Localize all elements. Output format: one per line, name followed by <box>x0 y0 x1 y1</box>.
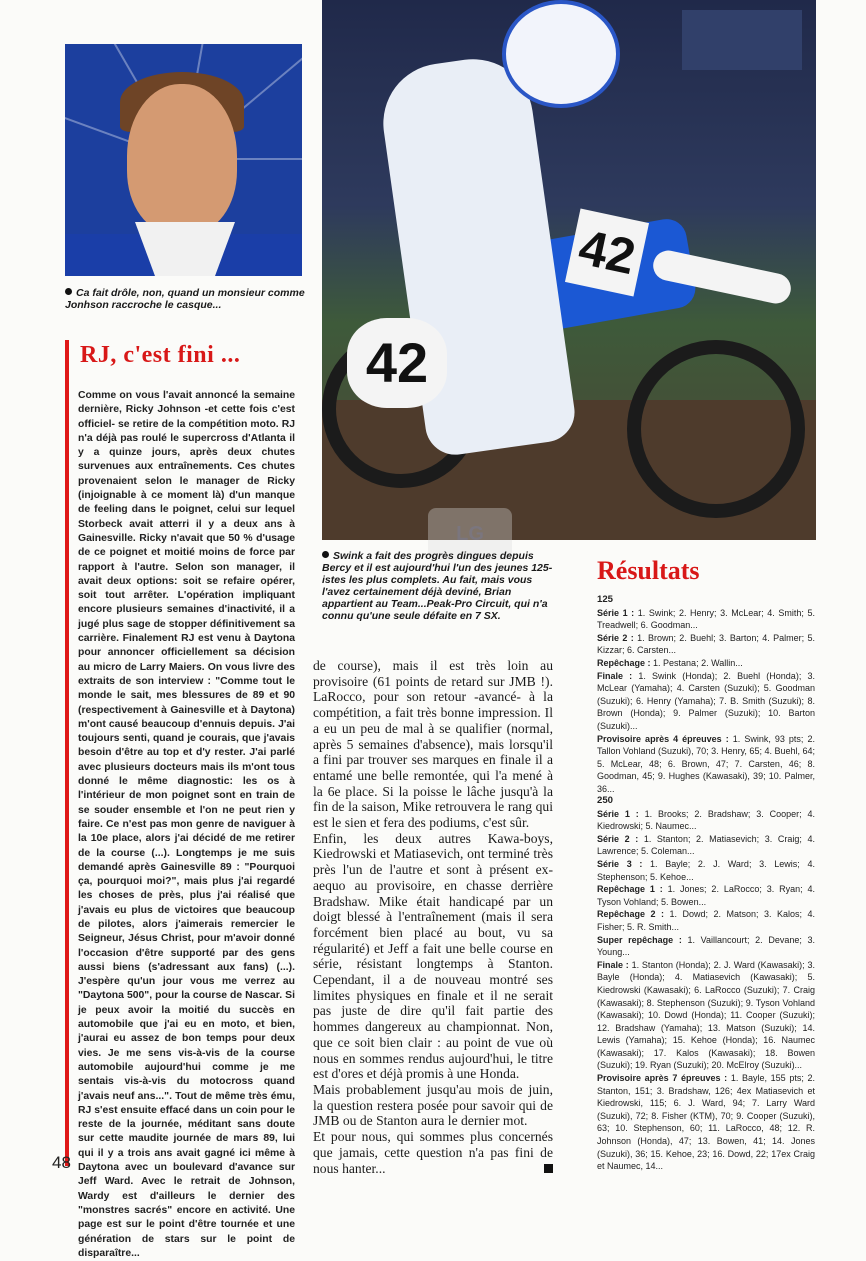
result-standings: 1. Bayle, 155 pts; 2. Stanton, 151; 3. Bradshaw, 126; 4ex Matiasevich et Kiedrowski, 115; 6. J. Ward, 94; 7. Larry Ward (Suzuki), 72; 8. Fisher (KTM), 70; 9. Cooper (Suzuki), 63; 10. Stephenson, 60; 11. LaRocco, 48; 12. R. Johnson (Honda), 47; 13. Bowen, 41; 14. Jones (Suzuki), 36; 15. Kehoe, 23; 16. Dowd, 22; 17ex Craig et Naumec, 14... <box>597 1073 815 1172</box>
result-row <box>597 607 815 632</box>
results-250 <box>597 795 815 1173</box>
result-row <box>597 1072 815 1173</box>
result-heat-label: Finale : <box>597 670 633 681</box>
article-column-2-text: de course), mais il est très loin au provisoire (61 points de retard sur JMB !). LaRocco, pour son retour -avancé- à la compétition, a fait très bonne impression. Il a eu un peu de mal à se qualifier (normal, après 5 semaines d'absence), mais lorsqu'il a fini par trouver ses marques en finale il a entamé une belle remontée, qui l'a mené à la 6e place. Si la poisse le lâche jusqu'à la fin de la saison, Mike retrouvera le rang qui est le sien et fera des podiums, c'est sûr. Enfin, les deux autres Kawa-boys, Kiedrowski et Matiasevich, ont terminé très près l'un de l'autre et sont à présent ex-aequo au provisoire, en chasse derrière Bradshaw. Mike était handicapé par un doigt blessé à l'entraînement (mais il sera forcément bien placé au bout, vu sa régularité) et Jeff a fait une belle course en série, résistant longtemps à Stanton. Cependant, il a de nouveau montré ses limites physiques en finale et il ne serait pas juste de dire qu'il fait partie des hommes dangereux au championnat. Non, que ce soit bien clair : au point de vue où nous en sommes rendus aujourd'hui, le titre est d'ores et déjà promis à une Honda. Mais probablement jusqu'au mois de juin, la question restera posée pour savoir qui de JMB ou de Stanton aura le dernier mot. Et pour nous, qui sommes plus concernés que jamais, cette question n'a pas fini de nous hanter... <box>313 658 553 1176</box>
result-heat-label: Finale : <box>597 959 629 970</box>
article-accent-bar <box>65 340 69 1166</box>
result-standings: 1. Brown; 2. Buehl; 3. Barton; 4. Palmer; 5. Kizzar; 6. Carsten... <box>597 632 815 656</box>
page-number: 48 <box>52 1153 71 1172</box>
action-caption: Swink a fait des progrès dingues depuis Bercy et il est aujourd'hui l'un des jeunes 125-istes les plus complets. Au fait, mais vous l'avez certainement déjà deviné, Brian appartient au Team...Peak-Pro Circuit, qui n'a connu qu'une seule défaite en 7 SX. <box>322 550 553 622</box>
result-heat-label: Série 1 : <box>597 607 635 618</box>
results-125 <box>597 594 815 796</box>
race-number-plate-front: 42 <box>565 209 649 297</box>
result-row <box>597 883 815 908</box>
result-heat-label: Série 2 : <box>597 632 634 643</box>
result-row <box>597 632 815 657</box>
article-column-2 <box>313 658 553 1176</box>
article-column-1: Comme on vous l'avait annoncé la semaine dernière, Ricky Johnson -et cette fois c'est officiel- se retire de la compétition moto. RJ n'a déjà pas roulé le supercross d'Atlanta il y a quinze jours, après deux chutes survenues aux entraînements. Ces chutes provenaient selon le manager de Ricky (injoignable à ce moment là) d'un manque de feeling dans le poignet, celui sur lequel Storbeck avait atterri il y a deux ans à Gainesville. Ricky n'avait que 50 % d'usage de ce poignet et moitié moins de force par rapport à l'autre. Selon son manager, il avait deux options: soit se refaire opérer, soit tout arrêter. L'opération impliquant encore plusieurs semaines d'inactivité, il a jugé plus sage de stopper définitivement sa carrière. Finalement RJ est venu à Daytona pour annoncer officiellement sa décision au micro de Larry Maiers. On vous livre des extraits de son interview : "Comme tout le monde le sait, mes blessures de 89 et 90 (respectivement à Gainesville et à Daytona) m'ont causé beaucoup d'ennuis depuis. J'ai toujours senti, quand je courais, que j'avais besoin d'être au top et d'y rester. J'ai parlé avec plusieurs docteurs mais ils m'ont tous donné le même diagnostic: les os à l'intérieur de mon poignet sont en train de se souder ensemble et l'on ne peut rien y faire. Ce n'est pas mon genre de naviguer à la 10e place, alors j'ai décidé de me retirer de la course (...). Longtemps je me suis demandé après Gainesville 89 : "Pourquoi ça, pourquoi moi?", mais plus j'ai regardé les choses de près, plus j'ai réalisé que j'avais eu plus de victoires que beaucoup de pilotes, alors j'aimerais remercier le Seigneur, Jésus Christ, pour m'avoir donné l'occasion d'être supporté par des gens aussi biens (s'adressant aux fans) (...). J'espère qu'un jour vous me verrez au "Daytona 500", pour la course de Nascar. Si je peux avoir la moitié du succès en automobile que j'ai eu en moto, et bien, j'aurai eu assez de bon temps pour deux vies. Je me sens vis-à-vis de la course automobile aujourd'hui comme je me sentais vis-à-vis du motocross quand j'avais neuf ans...". Tout de même très ému, RJ s'est ensuite effacé dans un coin pour le reste de la journée, méditant sans doute sur cette maudite journée de mars 89, lui qui il y a trois ans avait gagné ici même à Daytona avec un boulevard d'avance sur Jeff Ward. Avec le retrait de Johnson, Wardy est d'ailleurs le dernier des "monstres sacrés" encore en activité. Une page est sur le point d'être tournée et une génération de stars sur le point de disparaître... <box>78 390 295 1259</box>
result-heat-label: Repêchage : <box>597 657 651 668</box>
result-standings: 1. Brooks; 2. Bradshaw; 3. Cooper; 4. Kiedrowski; 5. Naumec... <box>597 808 815 832</box>
result-row <box>597 959 815 1072</box>
result-heat-label: Super repêchage : <box>597 934 682 945</box>
result-row <box>597 833 815 858</box>
result-row <box>597 808 815 833</box>
result-row <box>597 908 815 933</box>
result-heat-label: Provisoire après 4 épreuves : <box>597 733 729 744</box>
result-standings: 1. Swink (Honda); 2. Buehl (Honda); 3. McLear (Yamaha); 4. Carsten (Suzuki); 5. Goodman (Suzuki); 6. Henry (Yamaha); 7. B. Smith (Suzuki); 8. Brown (Honda); 9. Palmer (Suzuki); 10. Barton (Suzuki)... <box>597 670 815 731</box>
watermark-logo: LG <box>428 508 512 560</box>
result-row <box>597 670 815 733</box>
results-125-list <box>597 607 815 796</box>
result-row <box>597 934 815 959</box>
race-number-plate: 42 <box>347 318 447 408</box>
result-heat-label: Provisoire après 7 épreuves : <box>597 1073 728 1084</box>
result-standings: 1. Bayle; 2. J. Ward; 3. Lewis; 4. Stephenson; 5. Kehoe... <box>597 858 815 882</box>
result-standings: 1. Stanton; 2. Matiasevich; 3. Craig; 4. Lawrence; 5. Coleman... <box>597 833 815 857</box>
results-title: Résultats <box>597 556 700 585</box>
result-standings: 1. Pestana; 2. Wallin... <box>650 657 743 668</box>
portrait-photo <box>65 44 302 276</box>
result-standings: 1. Jones; 2. LaRocco; 3. Ryan; 4. Tyson Vohland; 5. Bowen... <box>597 884 815 907</box>
result-standings: 1. Swink; 2. Henry; 3. McLear; 4. Smith; 5. Treadwell; 6. Goodman... <box>597 607 815 631</box>
result-row <box>597 733 815 796</box>
result-standings: 1. Vaillancourt; 2. Devane; 3. Young... <box>597 934 816 958</box>
class-label: 250 <box>597 795 614 806</box>
result-standings: 1. Dowd; 2. Matson; 3. Kalos; 4. Fisher; 5. R. Smith... <box>597 909 815 932</box>
result-standings: 1. Stanton (Honda); 2. J. Ward (Kawasaki); 3. Bayle (Honda); 4. Matiasevich (Kawasaki); 5. Kiedrowski (Kawasaki); 6. LaRocco (Suzuki); 7. Craig (Kawasaki); 8. Stephenson (Suzuki); 9. Tyson Vohland (Kawasaki); 10. Dowd (Honda); 11. Cooper (Suzuki); 12. Bradshaw (Yamaha); 13. Matson (Suzuki); 14. Lewis (Yamaha); 15. Kehoe (Honda); 16. Naumec (Kawasaki); 17. Kalos (Kawasaki); 18. Bowen (Suzuki); 19. Ryan (Suzuki); 20. McElroy (Suzuki)... <box>597 959 815 1071</box>
result-heat-label: Série 3 : <box>597 858 643 869</box>
motocross-action-photo <box>322 0 816 540</box>
results-250-list <box>597 808 815 1173</box>
bullet-icon <box>65 288 72 295</box>
result-heat-label: Série 2 : <box>597 833 639 844</box>
class-label: 125 <box>597 594 614 605</box>
bullet-icon <box>322 551 329 558</box>
result-row <box>597 858 815 883</box>
result-heat-label: Série 1 : <box>597 808 639 819</box>
result-standings: 1. Swink, 93 pts; 2. Tallon Vohland (Suzuki), 70; 3. Henry, 65; 4. Buehl, 64; 5. McLear, 48; 6. Brown, 47; 7. Carsten, 46; 8. Goodman, 45; 9. Hughes (Kawasaki), 39; 10. Palmer, 36... <box>597 733 815 794</box>
article-headline: RJ, c'est fini ... <box>80 342 241 368</box>
result-heat-label: Repêchage 1 : <box>597 884 663 895</box>
end-mark-icon <box>544 1164 553 1173</box>
result-row <box>597 657 815 670</box>
result-heat-label: Repêchage 2 : <box>597 909 664 920</box>
portrait-caption: Ca fait drôle, non, quand un monsieur comme Jonhson raccroche le casque... <box>65 287 305 311</box>
